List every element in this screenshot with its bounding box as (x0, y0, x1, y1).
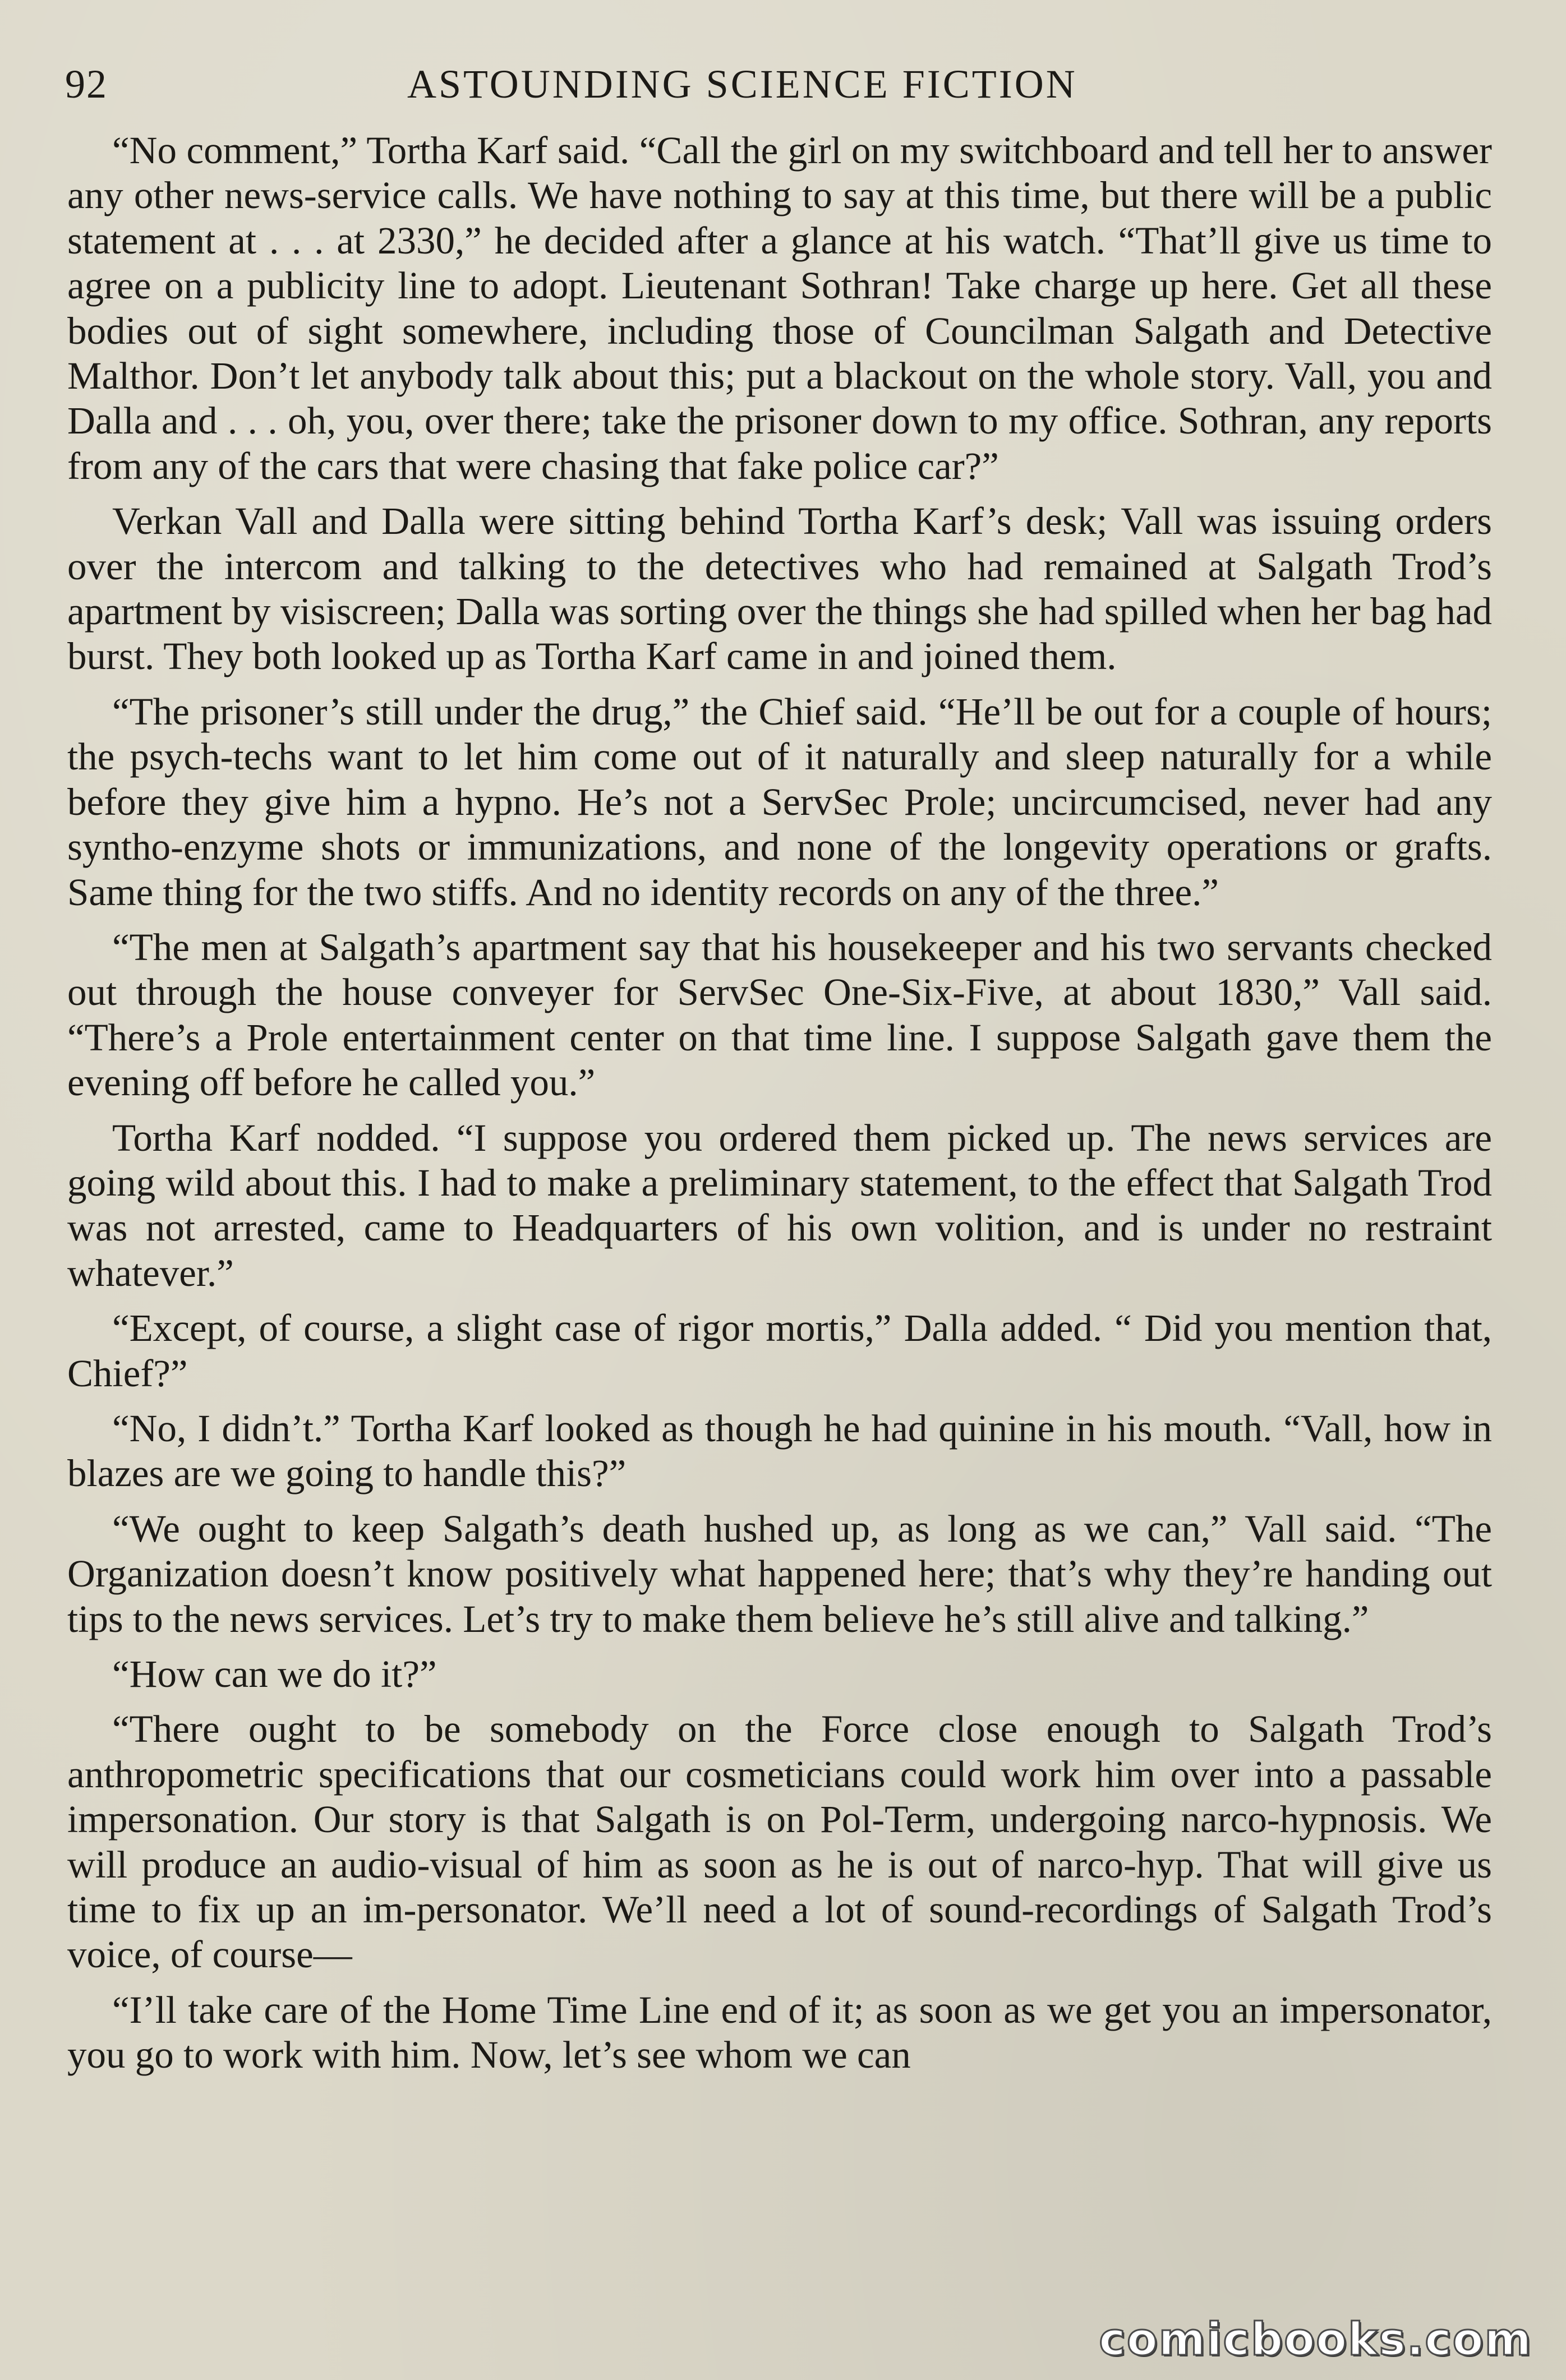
paragraph: “How can we do it?” (112, 1653, 437, 1695)
paragraph: “I’ll take care of the Home Time Line end of it; as soon as we get you an impersonator, you go to work with him. Now, let’s see whom we can (67, 1988, 1492, 2077)
paragraph: “There ought to be somebody on the Force close enough to Salgath Trod’s anthropometric specifications that our cosmeticians could work him over into a passable impersonation. Our story is that Salgath is on Pol-Term, undergoing narco-hypnosis. We will produce an audio-visual of him as soon as he is out of narco-hyp. That will give us time to fix up an im-personator. We’ll need a lot of sound-recordings of Salgath Trod’s voice, of course— (67, 1708, 1492, 1976)
paragraph: “No, I didn’t.” Tortha Karf looked as though he had quinine in his mouth. “Vall, how in blazes are we going to handle this?” (67, 1406, 1492, 1495)
page-number: 92 (65, 62, 108, 107)
paragraph: “The prisoner’s still under the drug,” the Chief said. “He’ll be out for a couple of hours; the psych-techs want to let him come out of it naturally and sleep naturally for a while before they give him a hypno. He’s not a ServSec Prole; uncircumcised, never had any syntho-enzyme shots or immunizations, and none of the longevity operations or grafts. Same thing for the two stiffs. And no identity records on any of the three.” (67, 690, 1492, 914)
paragraph: “Except, of course, a slight case of rigor mortis,” Dalla added. “ Did you mention that, Chief?” (67, 1307, 1492, 1395)
watermark-logo: comicbooks.com (1099, 2313, 1532, 2365)
paragraph: Tortha Karf nodded. “I suppose you ordered them picked up. The news services are going wild about this. I had to make a preliminary statement, to the effect that Salgath Trod was not arrested, came to Headquarters of his own volition, and is under no restraint whatever.” (67, 1116, 1492, 1294)
running-head-title: ASTOUNDING SCIENCE FICTION (407, 62, 1077, 107)
paragraph: “The men at Salgath’s apartment say that his housekeeper and his two servants checked out through the house conveyer for ServSec One-Six-Five, at about 1830,” Vall said. “There’s a Prole entertainment center on that time line. I suppose Salgath gave them the evening off before he called you.” (67, 925, 1492, 1104)
paragraph: Verkan Vall and Dalla were sitting behind Tortha Karf’s desk; Vall was issuing orders over the intercom and talking to the detectives who had remained at Salgath Trod’s apartment by visiscreen; Dalla was sorting over the things she had spilled when her bag had burst. They both looked up as Tortha Karf came in and joined them. (67, 500, 1492, 678)
body-text (67, 128, 1492, 2088)
paragraph: “No comment,” Tortha Karf said. “Call the girl on my switchboard and tell her to answer any other news-service calls. We have nothing to say at this time, but there will be a public statement at . . . at 2330,” he decided after a glance at his watch. “That’ll give us time to agree on a publicity line to adopt. Lieutenant Sothran! Take charge up here. Get all these bodies out of sight somewhere, including those of Councilman Salgath and Detective Malthor. Don’t let anybody talk about this; put a blackout on the whole story. Vall, you and Dalla and . . . oh, you, over there; take the prisoner down to my office. Sothran, any reports from any of the cars that were chasing that fake police car?” (67, 129, 1492, 487)
page-header (65, 56, 1499, 112)
paragraph: “We ought to keep Salgath’s death hushed up, as long as we can,” Vall said. “The Organization doesn’t know positively what happened here; that’s why they’re handing out tips to the news services. Let’s try to make them believe he’s still alive and talking.” (67, 1507, 1492, 1640)
